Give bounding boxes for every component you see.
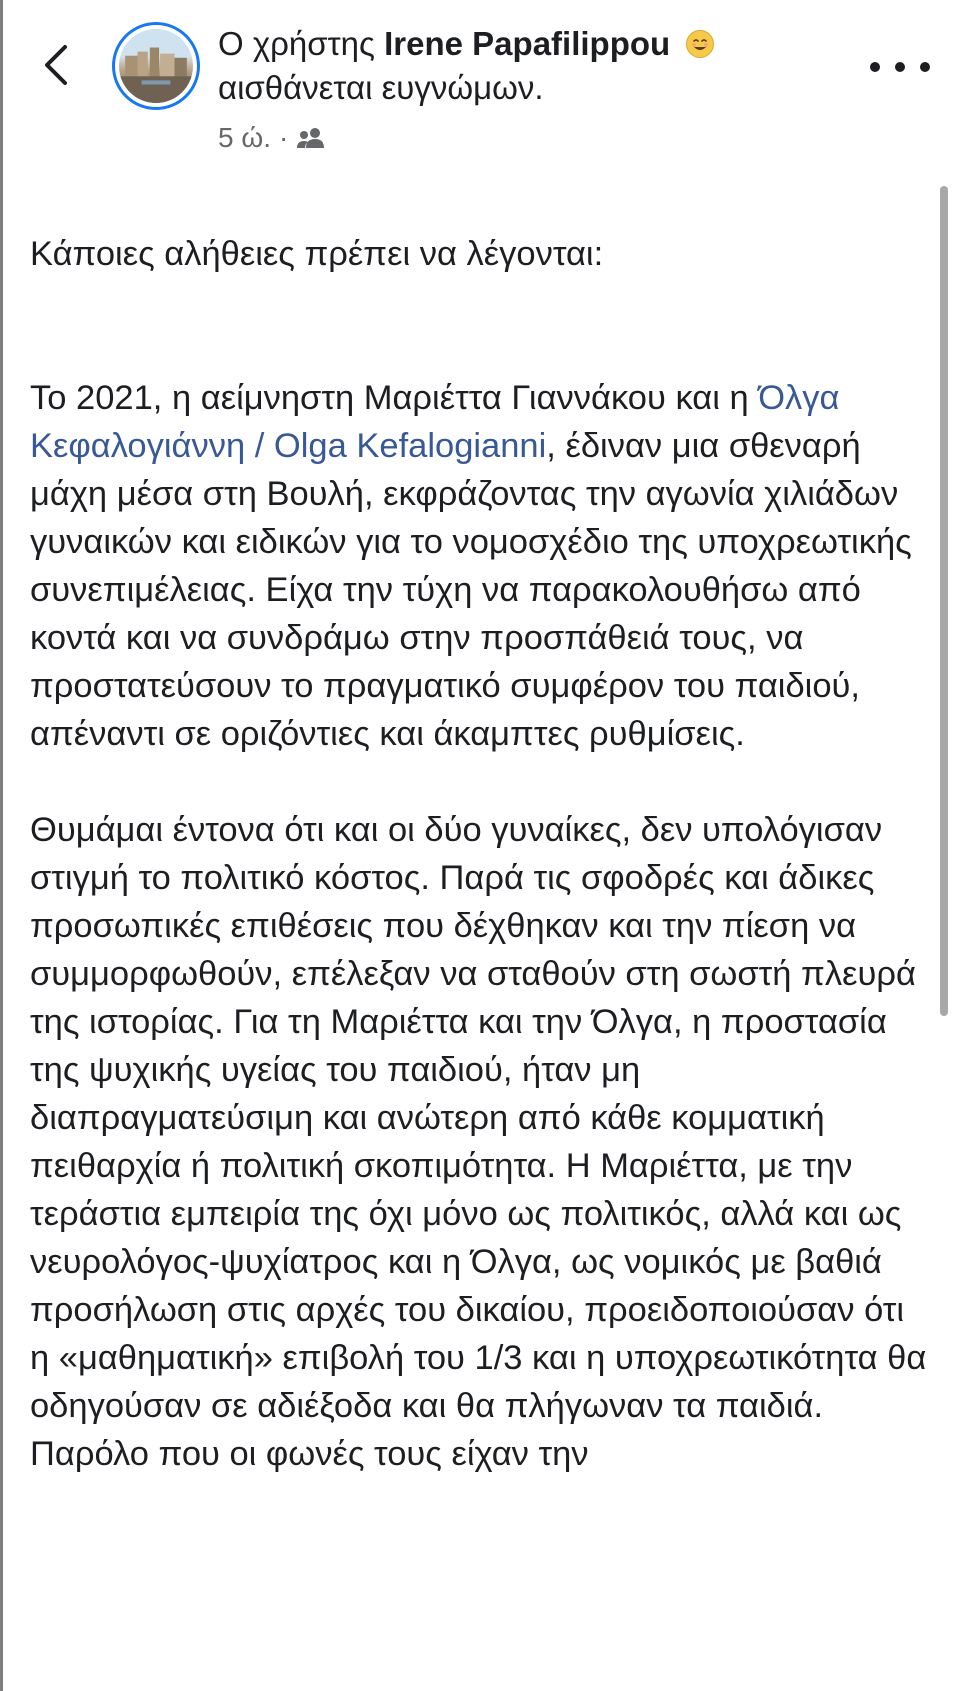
author-prefix: Ο χρήστης — [218, 25, 375, 62]
post-header — [0, 0, 960, 170]
post-paragraph-1 — [30, 374, 930, 758]
author-name-link[interactable]: Irene Papafilippou — [384, 25, 671, 62]
post-time[interactable]: 5 ώ. — [218, 122, 271, 153]
feeling-text: αισθάνεται ευγνώμων. — [218, 69, 544, 106]
post-intro-paragraph: Κάποιες αλήθειες πρέπει να λέγονται: — [30, 235, 604, 273]
post-text — [30, 182, 930, 1526]
post-paragraph-2: Θυμάμαι έντονα ότι και οι δύο γυναίκες, δεν υπολόγισαν στιγμή το πολιτικό κόστος. Παρά τις σφοδρές και άδικες προσωπικές επιθέσεις που δέχθηκαν και την πίεση να συμμορφωθούν, επέλεξαν να σταθούν στη σωστή πλευρά της ιστορίας. Για τη Μαριέττα και την Όλγα, η προστασία της ψυχικής υγείας του παιδιού, ήταν μη διαπραγματεύσιμη και ανώτερη από κάθε κομματική πειθαρχία ή πολιτική σκοπιμότητα. Η Μαριέττα, με την τεράστια εμπειρία της όχι μόνο ως πολιτικός, αλλά και ως νευρολόγος-ψυχίατρος και η Όλγα, ως νομικός με βαθιά προσήλωση στις αρχές του δικαίου, προειδοποιούσαν ότι η «μαθηματική» επιβολή του 1/3 και η υποχρεωτικότητα θα οδηγούσαν σε αδιέξοδα και θα πλήγωναν τα παιδιά. Παρόλο που οι φωνές τους είχαν την — [30, 811, 927, 1473]
more-options-button[interactable] — [870, 52, 930, 82]
chevron-left-icon — [43, 43, 69, 87]
post-paragraph-1-rest: , έδιναν μια σθεναρή μάχη μέσα στη Βουλή, εκφράζοντας την αγωνία χιλιάδων γυναικών και ειδικών για το νομοσχέδιο της υποχρεωτικής συνεπιμέλειας. Είχα την τύχη να παρακολουθήσω από κοντά και να συνδράμω στην προσπάθειά τους, να προστατεύσουν το πραγματικό συμφέρον του παιδιού, απέναντι σε οριζόντιες και άκαμπτες ρυθμίσεις. — [30, 427, 912, 753]
scrollbar[interactable] — [940, 186, 948, 1016]
avatar[interactable] — [112, 22, 200, 110]
avatar-image — [119, 29, 193, 103]
back-button[interactable] — [36, 40, 76, 90]
smiling-face-icon — [685, 29, 715, 59]
mention-link[interactable]: Όλγα Κεφαλογιάννη / Olga Kefalogianni — [30, 379, 840, 465]
post-author-line — [218, 22, 838, 110]
more-icon-dot — [920, 62, 930, 72]
more-icon-dot — [895, 62, 905, 72]
post-paragraph-1-start: Το 2021, η αείμνηστη Μαριέττα Γιαννάκου και η — [30, 379, 759, 417]
friends-audience-icon[interactable] — [296, 127, 326, 149]
more-horizontal-icon — [870, 62, 880, 72]
post-meta — [218, 120, 326, 156]
meta-separator: · — [279, 122, 289, 153]
window-left-edge — [0, 0, 3, 1691]
